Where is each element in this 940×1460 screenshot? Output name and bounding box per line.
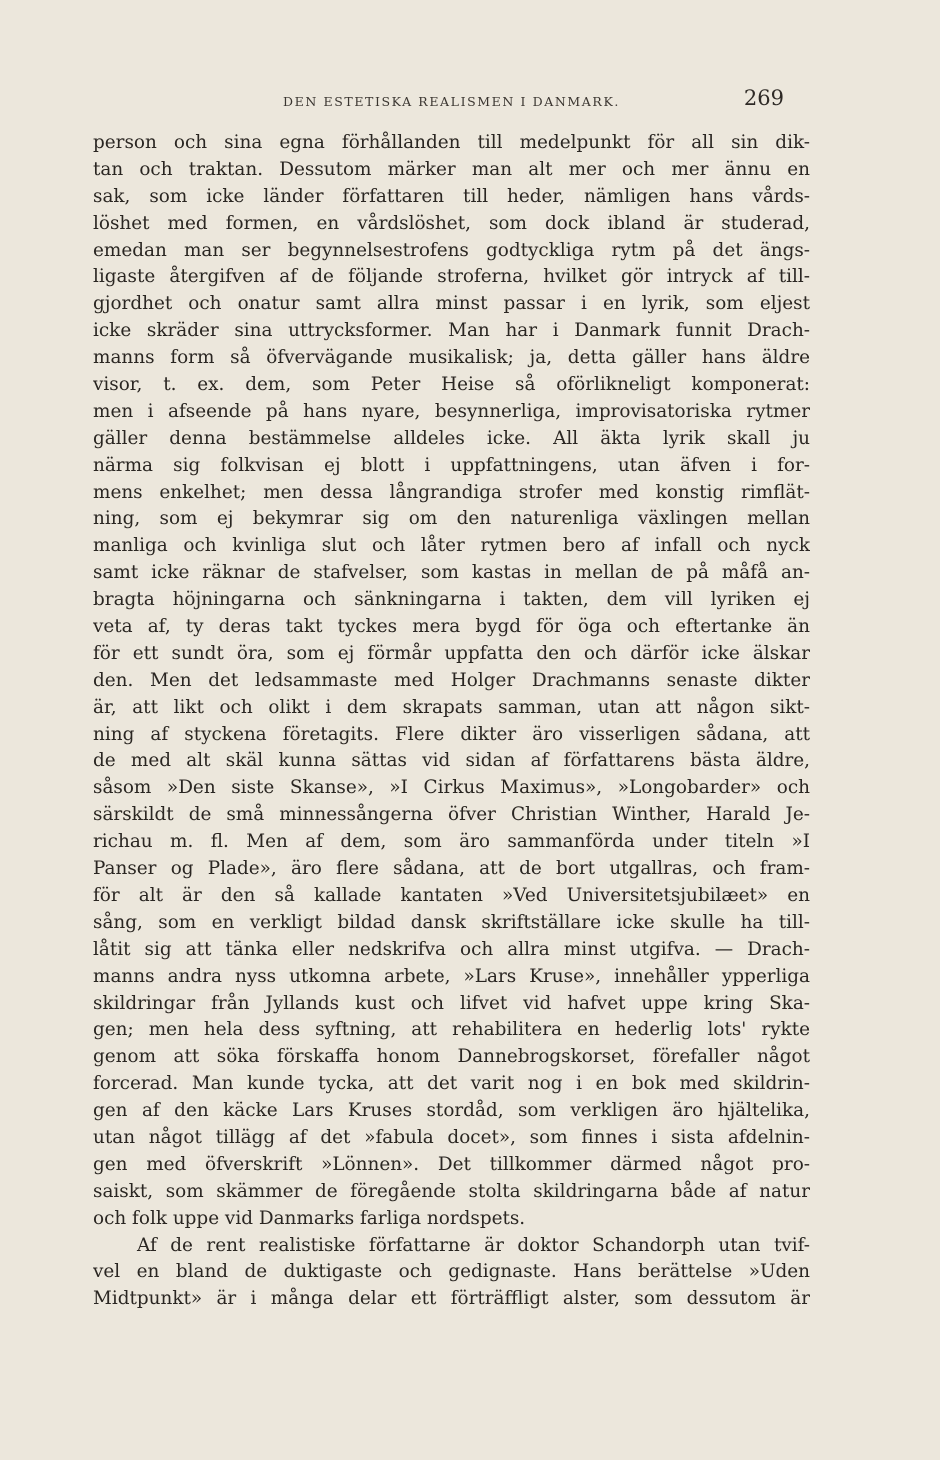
page-number: 269 (743, 86, 784, 110)
text-line: gen med öfverskrift »Lönnen». Det tillkommer därmed något pro- (93, 1153, 810, 1175)
text-line: icke skräder sina uttrycksformer. Man har i Danmark funnit Drach- (93, 320, 810, 342)
running-title: DEN ESTETISKA REALISMEN I DANMARK. (283, 94, 620, 109)
text-line: den. Men det ledsammaste med Holger Drachmanns senaste dikter (93, 669, 810, 691)
text-line: närma sig folkvisan ej blott i uppfattningens, utan äfven i for- (93, 454, 810, 476)
text-line: sak, som icke länder författaren till heder, nämligen hans vårds- (93, 185, 810, 207)
text-line: sång, som en verkligt bildad dansk skriftställare icke skulle ha till- (93, 911, 810, 933)
text-line: Panser og Plade», äro flere sådana, att de bort utgallras, och fram- (93, 858, 810, 880)
text-line: gjordhet och onatur samt allra minst passar i en lyrik, som eljest (93, 293, 810, 315)
text-line: skildringar från Jyllands kust och lifvet vid hafvet uppe kring Ska- (93, 992, 810, 1014)
text-line: tan och traktan. Dessutom märker man alt mer och mer ännu en (93, 158, 810, 180)
text-line: löshet med formen, en vårdslöshet, som dock ibland är studerad, (93, 212, 810, 234)
text-line: särskildt de små minnessångerna öfver Christian Winther, Harald Je- (93, 804, 810, 826)
text-line: manns andra nyss utkomna arbete, »Lars Kruse», innehåller ypperliga (93, 965, 810, 987)
text-line: de med alt skäl kunna sättas vid sidan af författarens bästa äldre, (93, 750, 810, 772)
paragraph-start-line: Af de rent realistiske författarne är doktor Schandorph utan tvif- (137, 1234, 810, 1256)
text-line: samt icke räknar de stafvelser, som kastas in mellan de på måfå an- (93, 562, 810, 584)
text-line: person och sina egna förhållanden till medelpunkt för all sin dik- (93, 132, 810, 153)
text-line: låtit sig att tänka eller nedskrifva och allra minst utgifva. — Drach- (93, 938, 810, 960)
text-line: richau m. fl. Men af dem, som äro sammanförda under titeln »I (93, 831, 810, 853)
text-line: för ett sundt öra, som ej förmår uppfatta den och därför icke älskar (93, 642, 810, 664)
text-line: ligaste återgifven af de följande stroferna, hvilket gör intryck af till- (93, 266, 810, 288)
running-head (93, 86, 810, 116)
text-line: gäller denna bestämmelse alldeles icke. All äkta lyrik skall ju (93, 427, 810, 449)
text-line: utan något tillägg af det »fabula docet», som finnes i sista afdelnin- (93, 1126, 810, 1148)
text-line: gen; men hela dess syftning, att rehabilitera en hederlig lots' rykte (93, 1019, 810, 1041)
text-line: veta af, ty deras takt tyckes mera bygd för öga och eftertanke än (93, 616, 810, 638)
text-line: för alt är den så kallade kantaten »Ved Universitetsjubilæet» en (93, 884, 810, 906)
text-line: manliga och kvinliga slut och låter rytmen bero af infall och nyck (93, 535, 810, 557)
text-line: såsom »Den siste Skanse», »I Cirkus Maximus», »Longobarder» och (93, 777, 810, 799)
text-line: men i afseende på hans nyare, besynnerliga, improvisatoriska rytmer (93, 400, 810, 422)
text-line: vel en bland de duktigaste och gedignaste. Hans berättelse »Uden (93, 1261, 810, 1283)
text-line: forcerad. Man kunde tycka, att det varit nog i en bok med skildrin- (93, 1073, 810, 1095)
text-line: saiskt, som skämmer de föregående stolta skildringarna både af natur (93, 1180, 810, 1202)
text-line: ning, som ej bekymrar sig om den naturenliga växlingen mellan (93, 508, 810, 530)
text-line: gen af den käcke Lars Kruses stordåd, som verkligen äro hjältelika, (93, 1100, 810, 1122)
text-line: visor, t. ex. dem, som Peter Heise så oförlikneligt komponerat: (93, 374, 810, 396)
body-text (93, 130, 810, 1313)
text-line: genom att söka förskaffa honom Dannebrogskorset, förefaller något (93, 1046, 810, 1068)
text-line: ning af styckena företagits. Flere dikter äro visserligen sådana, att (93, 723, 810, 745)
text-line: manns form så öfvervägande musikalisk; ja, detta gäller hans äldre (93, 347, 810, 369)
text-line: bragta höjningarna och sänkningarna i takten, dem vill lyriken ej (93, 589, 810, 611)
text-line: Midtpunkt» är i många delar ett förträffligt alster, som dessutom är (93, 1288, 810, 1310)
text-line: mens enkelhet; men dessa långrandiga strofer med konstig rimflät- (93, 481, 810, 503)
paragraph-end-line: och folk uppe vid Danmarks farliga nordspets. (93, 1207, 526, 1229)
text-line: är, att likt och olikt i dem skrapats samman, utan att någon sikt- (93, 696, 810, 718)
text-line: emedan man ser begynnelsestrofens godtyckliga rytm på det ängs- (93, 239, 810, 261)
